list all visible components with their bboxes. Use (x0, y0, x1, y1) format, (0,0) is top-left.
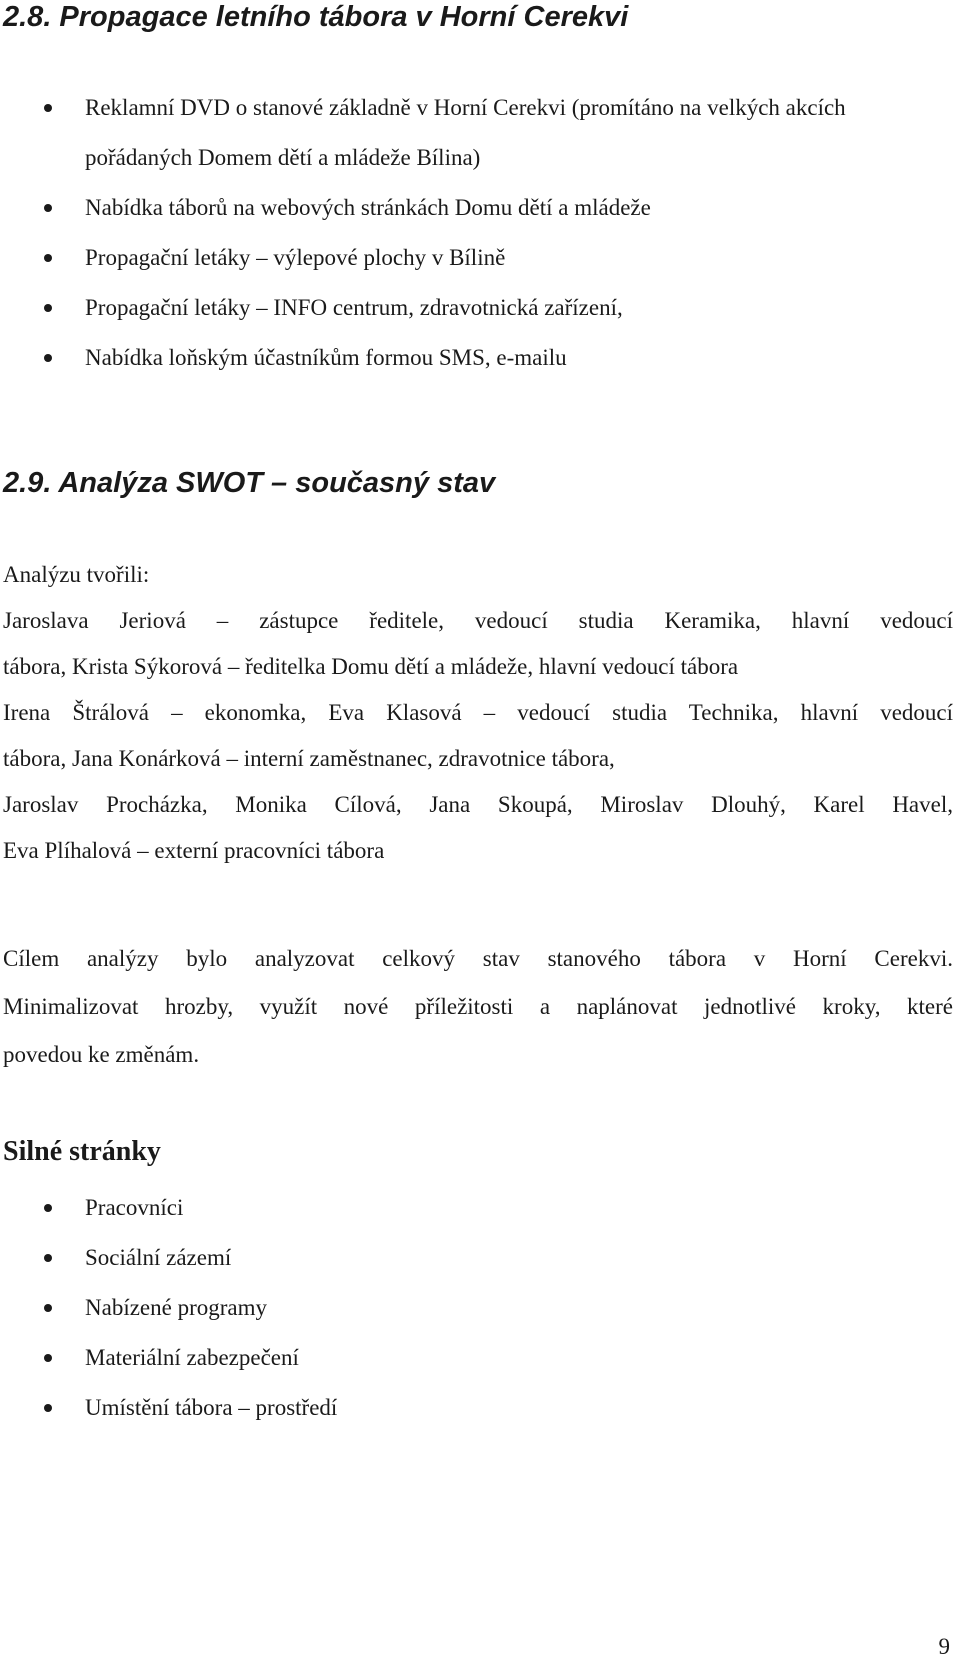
bullet-icon (44, 254, 52, 262)
bullet-icon (44, 1304, 52, 1312)
list-item (0, 1283, 960, 1333)
list-item-text: Nabídka loňským účastníkům formou SMS, e-mailu (85, 345, 567, 370)
list-item-text: Nabídka táborů na webových stránkách Domu dětí a mládeže (85, 195, 651, 220)
section-heading-propagation: 2.8. Propagace letního tábora v Horní Cerekvi (3, 1, 629, 33)
list-item (0, 1333, 960, 1383)
bullet-icon (44, 104, 52, 112)
analysis-goal-paragraph (3, 935, 953, 1079)
list-item-text: Propagační letáky – výlepové plochy v Bílině (85, 245, 506, 270)
authors-line: Jaroslav Procházka, Monika Cílová, Jana Skoupá, Miroslav Dlouhý, Karel Havel, (3, 792, 953, 817)
authors-line: Eva Plíhalová – externí pracovníci tábora (3, 838, 385, 863)
authors-line: tábora, Krista Sýkorová – ředitelka Domu dětí a mládeže, hlavní vedoucí tábora (3, 654, 739, 679)
list-item-text: Sociální zázemí (85, 1245, 232, 1270)
bullet-icon (44, 1204, 52, 1212)
bullet-icon (44, 354, 52, 362)
goal-line: Cílem analýzy bylo analyzovat celkový stav stanového tábora v Horní Cerekvi. (3, 946, 953, 971)
list-item (0, 183, 960, 233)
page-number: 9 (938, 1634, 950, 1659)
list-item (0, 333, 960, 383)
list-item-text: Umístění tábora – prostředí (85, 1395, 338, 1420)
authors-line: Irena Štrálová – ekonomka, Eva Klasová – vedoucí studia Technika, hlavní vedoucí (3, 700, 953, 725)
bullet-icon (44, 1254, 52, 1262)
list-item (0, 233, 960, 283)
goal-line: povedou ke změnám. (3, 1042, 200, 1067)
list-item-text: Materiální zabezpečení (85, 1345, 299, 1370)
list-item-text: Nabízené programy (85, 1295, 268, 1320)
bullet-icon (44, 1354, 52, 1362)
list-item (0, 83, 960, 183)
section-heading-swot: 2.9. Analýza SWOT – současný stav (3, 467, 496, 499)
propagation-list (0, 83, 960, 383)
list-item (0, 1383, 960, 1433)
list-item-text: Propagační letáky – INFO centrum, zdravotnická zařízení, (85, 295, 623, 320)
authors-line: tábora, Jana Konárková – interní zaměstnanec, zdravotnice tábora, (3, 746, 615, 771)
authors-paragraph (3, 598, 953, 874)
list-item-text: Reklamní DVD o stanové základně v Horní Cerekvi (promítáno na velkých akcích pořádaných Domem dětí a mládeže Bílina) (85, 95, 846, 170)
list-item-text: Pracovníci (85, 1195, 184, 1220)
authors-line: Jaroslava Jeriová – zástupce ředitele, vedoucí studia Keramika, hlavní vedoucí (3, 608, 953, 633)
bullet-icon (44, 304, 52, 312)
list-item (0, 1183, 960, 1233)
bullet-icon (44, 204, 52, 212)
strengths-heading: Silné stránky (3, 1136, 161, 1167)
goal-line: Minimalizovat hrozby, využít nové příležitosti a naplánovat jednotlivé kroky, které (3, 994, 953, 1019)
bullet-icon (44, 1404, 52, 1412)
strengths-list (0, 1183, 960, 1433)
list-item (0, 283, 960, 333)
analysis-intro: Analýzu tvořili: (3, 562, 150, 587)
list-item (0, 1233, 960, 1283)
